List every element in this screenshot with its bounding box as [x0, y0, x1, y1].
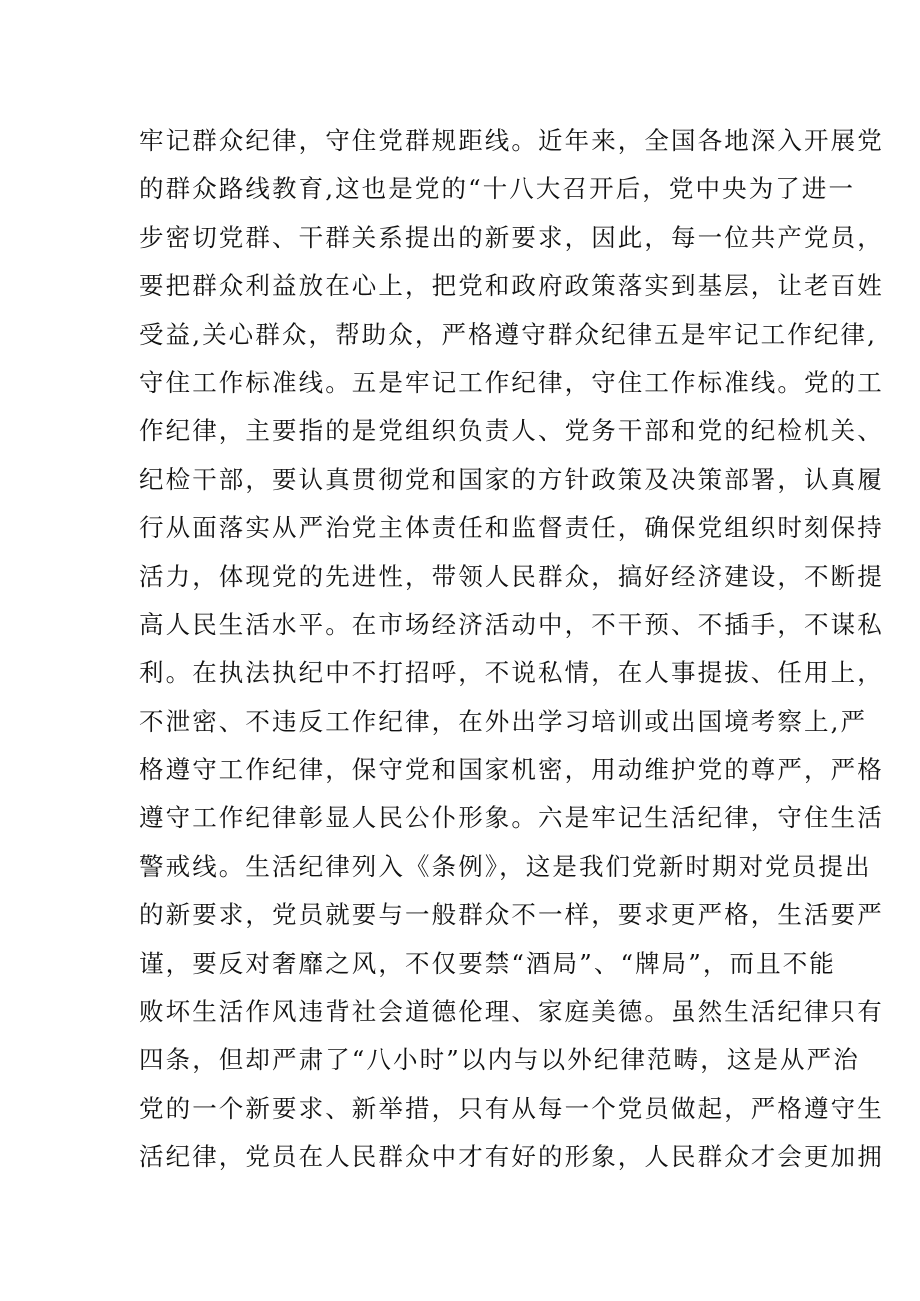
- text-line-19: 败坏生活作风违背社会道德伦理、家庭美德。虽然生活纪律只有: [139, 997, 884, 1027]
- text-line-14: 格遵守工作纪律，保守党和国家机密，用动维护党的尊严，严格: [139, 755, 884, 785]
- text-line-16: 警戒线。生活纪律列入《条例》，这是我们党新时期对党员提出: [139, 851, 872, 881]
- text-line-1: 牢记群众纪律，守住党群规距线。近年来，全国各地深入开展党: [139, 126, 884, 155]
- body-paragraph: [139, 122, 884, 1187]
- text-line-8: 纪检干部，要认真贯彻党和国家的方针政策及决策部署，认真履: [139, 464, 884, 494]
- text-line-21: 党的一个新要求、新举措，只有从每一个党员做起，严格遵守生: [139, 1093, 884, 1123]
- text-line-17: 的新要求，党员就要与一般群众不一样，要求更严格，生活要严: [139, 900, 884, 930]
- text-line-6: 守住工作标准线。五是牢记工作纪律，守住工作标准线。党的工: [139, 367, 884, 397]
- text-line-18: 谨，要反对奢靡之风，不仅要禁“酒局”、“牌局”，而且不能: [139, 948, 836, 978]
- text-line-5: 受益,关心群众，帮助众，严格遵守群众纪律五是牢记工作纪律,: [139, 319, 877, 349]
- text-line-12: 利。在执法执纪中不打招呼，不说私情，在人事提拔、任用上，: [139, 658, 884, 688]
- text-line-10: 活力，体现党的先进性，带领人民群众，搞好经济建设，不断提: [139, 561, 884, 591]
- text-line-11: 高人民生活水平。在市场经济活动中，不干预、不插手，不谋私: [139, 609, 884, 639]
- text-line-3: 步密切党群、干群关系提出的新要求，因此，每一位共产党员，: [139, 222, 884, 252]
- text-line-15: 遵守工作纪律彰显人民公仆形象。六是牢记生活纪律，守住生活: [139, 803, 884, 833]
- text-line-7: 作纪律，主要指的是党组织负责人、党务干部和党的纪检机关、: [139, 416, 884, 446]
- text-line-4: 要把群众利益放在心上，把党和政府政策落实到基层，让老百姓: [139, 271, 884, 301]
- text-line-2: 的群众路线教育,这也是党的“十八大召开后，党中央为了进一: [139, 174, 856, 204]
- text-line-13: 不泄密、不违反工作纪律，在外出学习培训或出国境考察上,严: [139, 706, 868, 736]
- text-line-22: 活纪律，党员在人民群众中才有好的形象，人民群众才会更加拥: [139, 1142, 884, 1172]
- text-line-20: 四条，但却严肃了“八小时”以内与以外纪律范畴，这是从严治: [139, 1045, 860, 1075]
- text-line-9: 行从面落实从严治党主体责任和监督责任，确保党组织时刻保持: [139, 513, 884, 543]
